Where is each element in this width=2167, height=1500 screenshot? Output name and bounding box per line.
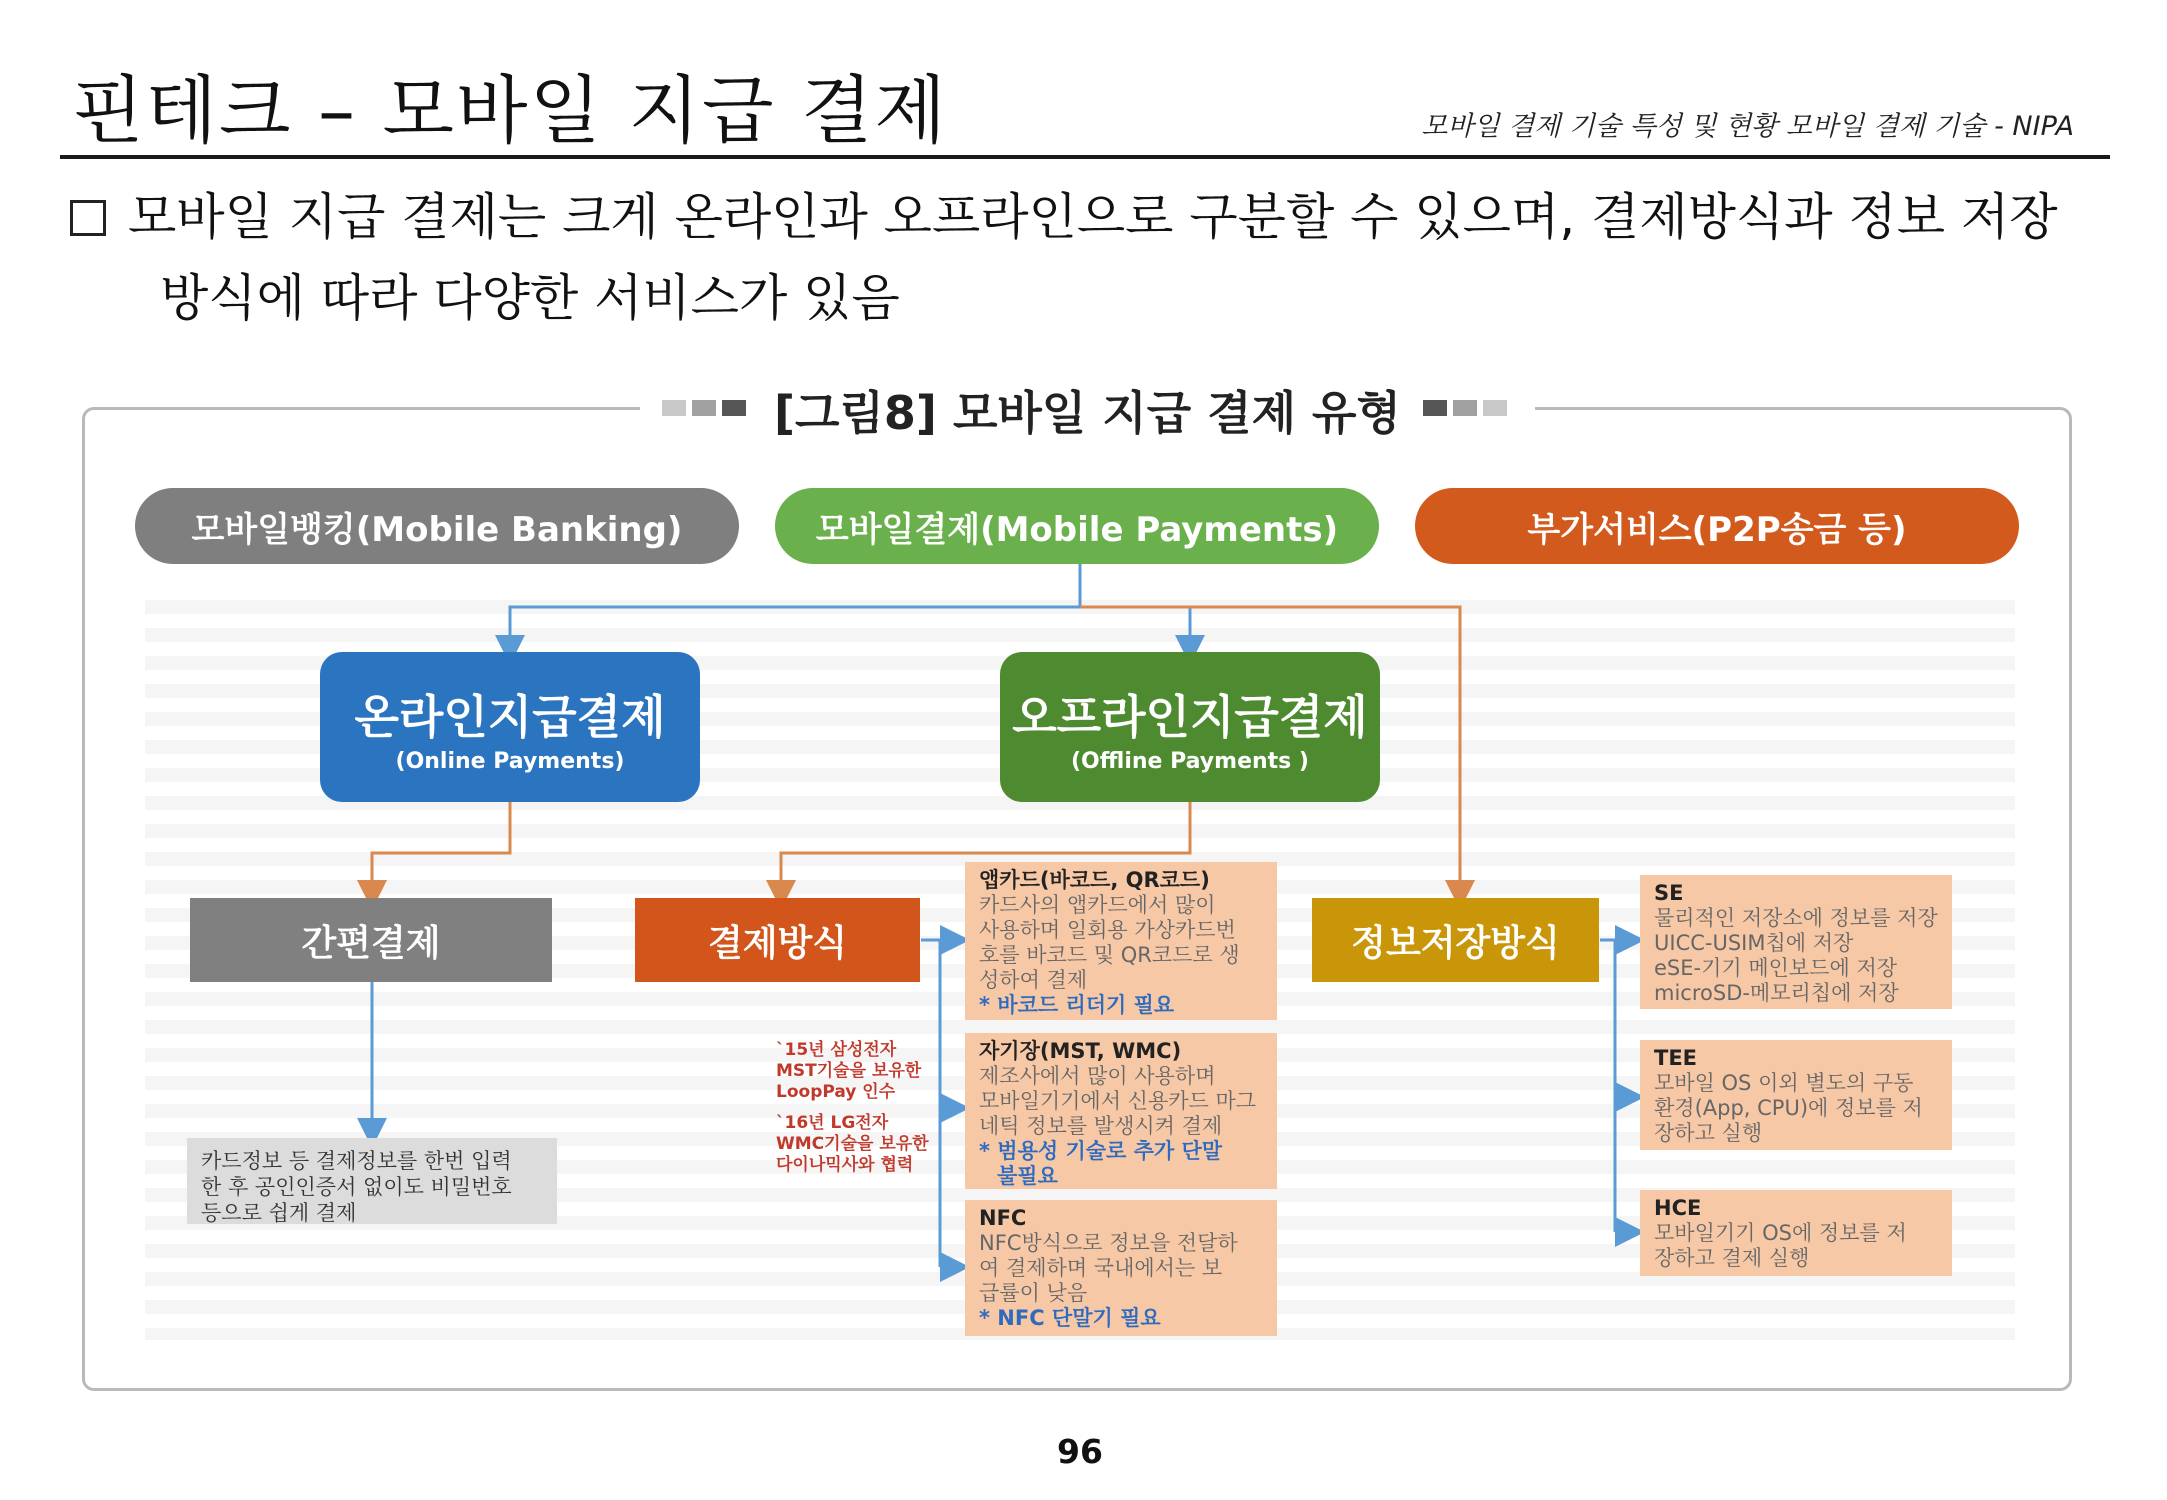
magnetic-body-line: 제조사에서 많이 사용하며 [979,1064,1216,1088]
offline-payments-box [1000,652,1380,802]
lg-note-line: WMC기술을 보유한 [776,1134,929,1154]
samsung-note-line: `15년 삼성전자 [776,1040,897,1060]
nfc-heading: NFC [979,1206,1027,1230]
hce-heading: HCE [1654,1196,1702,1220]
hce-body-line: 모바일기기 OS에 정보를 저 [1654,1221,1907,1245]
online-payments-subtitle: (Online Payments) [395,748,625,774]
appcard-note: * 바코드 리더기 필요 [979,993,1175,1017]
appcard-card [965,862,1277,1020]
nfc-card [965,1200,1277,1336]
simple-pay-box: 간편결제 [190,898,552,982]
lg-note [776,1113,929,1176]
magnetic-body-line: 네틱 정보를 발생시켜 결제 [979,1114,1223,1138]
hce-body-line: 장하고 결제 실행 [1654,1246,1810,1270]
se-body-line: eSE-기기 메인보드에 저장 [1654,956,1898,980]
online-payments-box [320,652,700,802]
appcard-body-line: 사용하며 일회용 가상카드번 [979,918,1236,942]
magnetic-card [965,1033,1277,1189]
addon-services-pill: 부가서비스(P2P송금 등) [1415,488,2019,564]
nfc-body-line: 여 결제하며 국내에서는 보 [979,1256,1223,1280]
samsung-note-line: MST기술을 보유한 [776,1061,922,1081]
mobile-payments-pill: 모바일결제(Mobile Payments) [775,488,1379,564]
tee-body-line: 모바일 OS 이외 별도의 구동 [1654,1071,1914,1095]
lg-note-line: 다이나믹사와 협력 [776,1155,914,1175]
se-heading: SE [1654,881,1684,905]
offline-payments-subtitle: (Offline Payments ) [1071,748,1309,774]
figure-title: [그림8] 모바일 지급 결제 유형 [774,386,1401,440]
nfc-body-line: NFC방식으로 정보을 전달하 [979,1231,1238,1255]
se-body-line: UICC-USIM칩에 저장 [1654,931,1854,955]
magnetic-body-line: 모바일기기에서 신용카드 마그 [979,1089,1257,1113]
tee-heading: TEE [1654,1046,1698,1070]
nfc-note: * NFC 단말기 필요 [979,1306,1161,1330]
se-card [1640,875,1952,1009]
offline-payments-title: 오프라인지급결제 [1012,689,1368,744]
bullet-line-1: 모바일 지급 결제는 크게 온라인과 오프라인으로 구분할 수 있으며, 결제방식과 정보 저장 [128,188,2058,246]
storage-method-box: 정보저장방식 [1312,898,1599,982]
appcard-heading: 앱카드(바코드, QR코드) [979,868,1210,892]
simple-pay-desc-line: 등으로 쉽게 결제 [201,1201,357,1225]
page-number: 96 [1057,1432,1103,1471]
source-caption: 모바일 결제 기술 특성 및 현황 모바일 결제 기술 - NIPA [1421,111,2074,142]
samsung-note-line: LoopPay 인수 [776,1082,896,1102]
bullet-line-2: 방식에 따라 다양한 서비스가 있음 [160,269,900,327]
mobile-banking-pill: 모바일뱅킹(Mobile Banking) [135,488,739,564]
payment-method-box: 결제방식 [635,898,920,982]
lg-note-line: `16년 LG전자 [776,1113,889,1133]
se-body-line: 물리적인 저장소에 정보를 저장 [1654,906,1938,930]
magnetic-note: 불필요 [997,1164,1058,1188]
simple-pay-desc-line: 카드정보 등 결제정보를 한번 입력 [201,1149,512,1173]
tee-body-line: 장하고 실행 [1654,1121,1763,1145]
samsung-note [776,1040,921,1103]
hce-card [1640,1190,1952,1276]
simple-pay-desc-line: 한 후 공인인증서 없이도 비밀번호 [201,1175,512,1199]
se-body-line: microSD-메모리칩에 저장 [1654,981,1899,1005]
online-payments-title: 온라인지급결제 [354,689,666,744]
tee-card [1640,1040,1952,1150]
page-title: 핀테크 – 모바일 지급 결제 [72,68,948,154]
simple-pay-description [187,1138,557,1224]
appcard-body-line: 카드사의 앱카드에서 많이 [979,893,1216,917]
magnetic-heading: 자기장(MST, WMC) [979,1039,1182,1063]
appcard-body-line: 호를 바코드 및 QR코드로 생 [979,943,1240,967]
tee-body-line: 환경(App, CPU)에 정보를 저 [1654,1096,1923,1120]
magnetic-note: * 범용성 기술로 추가 단말 [979,1139,1223,1163]
appcard-body-line: 성하여 결제 [979,968,1088,992]
nfc-body-line: 급률이 낮음 [979,1281,1088,1305]
